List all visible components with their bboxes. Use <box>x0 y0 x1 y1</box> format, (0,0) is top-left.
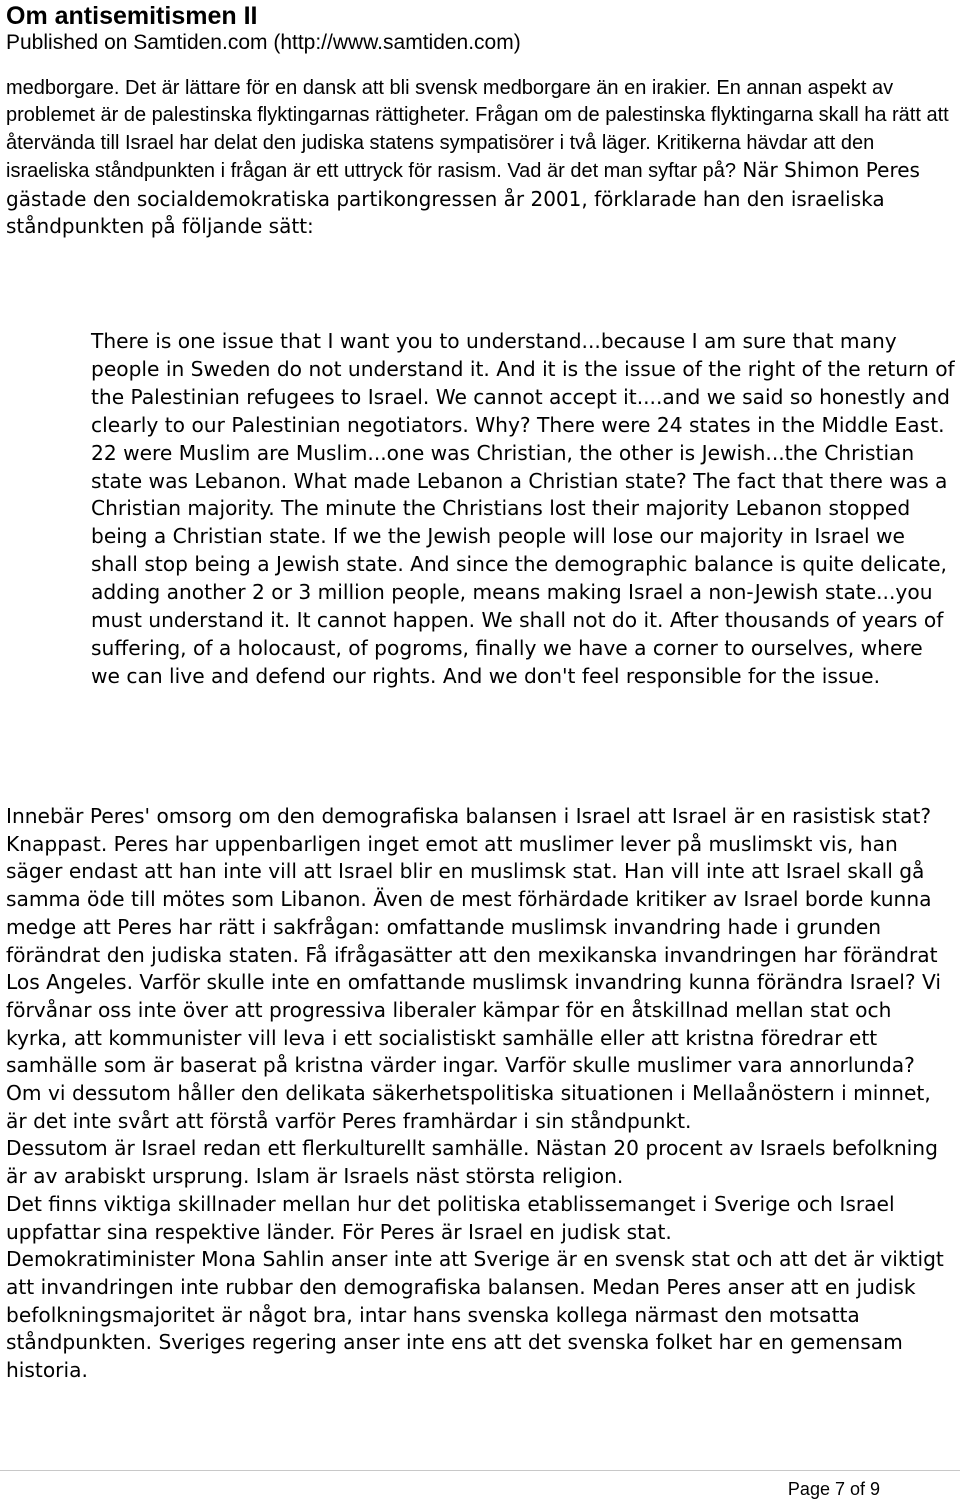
block-quote: There is one issue that I want you to understand...because I am sure that many people in Sweden do not understand it. And it is the issue of the right of the return of the Palestinian refugees to Israel. We cannot accept it....and we said so honestly and clearly to our Palestinian negotiators. Why? There were 24 states in the Middle East. 22 were Muslim are Muslim...one was Christian, the other is Jewish...the Christian state was Lebanon. What made Lebanon a Christian state? The fact that there was a Christian majority. The minute the Christians lost their majority Lebanon stopped being a Christian state. If we the Jewish people will lose our majority in Israel we shall stop being a Jewish state. And since the demographic balance is quite delicate, adding another 2 or 3 million people, means making Israel a non-Jewish state...you must understand it. It cannot happen. We shall not do it. After thousands of years of suffering, of a holocaust, of pogroms, finally we have a corner to ourselves, where we can live and defend our rights. And we don't feel responsible for the issue. <box>91 329 955 688</box>
body-paragraph: Dessutom är Israel redan ett flerkulturellt samhälle. Nästan 20 procent av Israels befolkning är av arabiskt ursprung. Islam är Israels näst största religion. <box>6 1136 938 1189</box>
document-header <box>6 0 521 56</box>
page-title: Om antisemitismen II <box>6 2 258 30</box>
body-paragraph: Innebär Peres' omsorg om den demografiska balansen i Israel att Israel är en rasistisk stat? Knappast. Peres har uppenbarligen inget emot att muslimer lever på muslimskt vis, han säger endast att han inte vill att Israel blir en muslimsk stat. Han vill inte att Israel skall gå samma öde till mötes som Libanon. Även de mest förhärdade kritiker av Israel borde kunna medge att Peres har rätt i sakfrågan: omfattande muslimsk invandring hade i grunden förändrat den judiska staten. Få ifrågasätter att den mexikanska invandringen har förändrat Los Angeles. Varför skulle inte en omfattande muslimsk invandring kunna förändra Israel? Vi förvånar oss inte över att progressiva liberaler kämpar för en åtskillnad mellan stat och kyrka, att kommunister vill leva i ett socialistiskt samhälle eller att kristna föredrar ett samhälle som är baserat på kristna värder ingar. Varför skulle muslimer vara annorlunda? Om vi dessutom håller den delikata säkerhetspolitiska situationen i Mellaånöstern i minnet, är det inte svårt att förstå varför Peres framhärdar i sin ståndpunkt. <box>6 804 941 1133</box>
body-paragraph: Det finns viktiga skillnader mellan hur det politiska etablissemanget i Sverige och Israel uppfattar sina respektive länder. För Peres är Israel en judisk stat. <box>6 1191 895 1244</box>
footer-divider <box>0 1470 960 1471</box>
intro-paragraph <box>6 75 954 241</box>
intro-text-part-1: medborgare. Det är lättare för en dansk att bli svensk medborgare än en irakier. En annan aspekt av problemet är de palestinska flyktingarnas rättigheter. Frågan om de palestinska flyktingarna skall ha rätt att återvända till Israel har delat den judiska statens sympatisörer i två läger. Kritikerna hävdar att den israeliska ståndpunkten i frågan är ett uttryck för rasism. Vad är det man syftar på? <box>6 77 949 183</box>
body-paragraph: Demokratiminister Mona Sahlin anser inte att Sverige är en svensk stat och att det är viktigt att invandringen inte rubbar den demografiska balansen. Medan Peres anser att en judisk befolkningsmajoritet är något bra, intar hans svenska kollega närmast den motsatta ståndpunkten. Sveriges regering anser inte ens att det svenska folket har en gemensam historia. <box>6 1247 944 1383</box>
published-on-line: Published on Samtiden.com (http://www.samtiden.com) <box>6 31 521 54</box>
intro-text-part-2: När Shimon Peres gästade den socialdemokratiska partikongressen år 2001, förklarade han den israeliska ståndpunkten på följande sätt: <box>6 158 920 239</box>
body-text <box>6 803 956 1385</box>
page-number: Page 7 of 9 <box>787 1479 880 1499</box>
